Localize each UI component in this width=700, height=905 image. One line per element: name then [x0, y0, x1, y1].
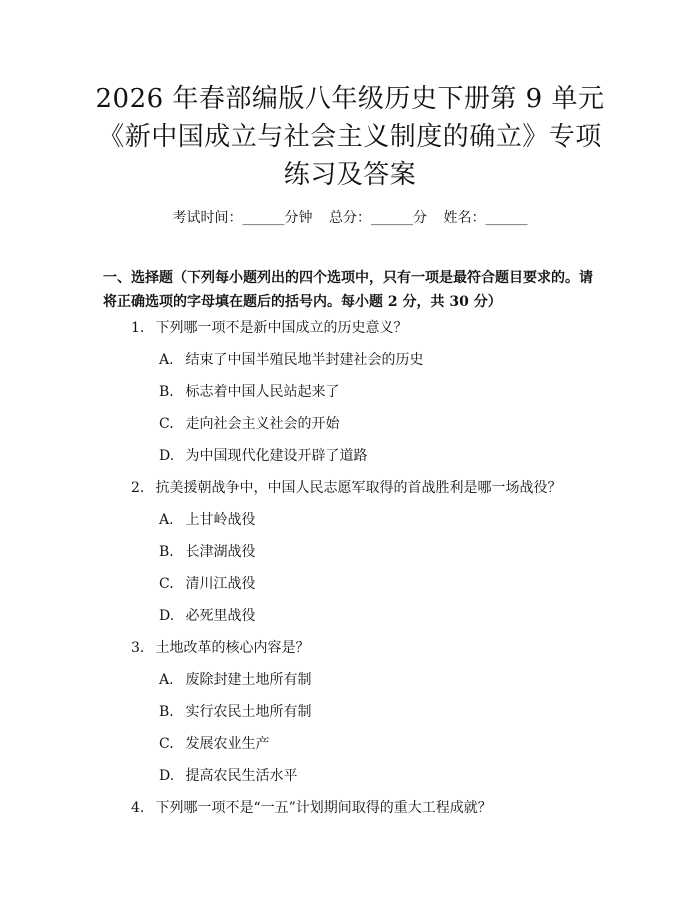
option-label: D. — [159, 608, 175, 624]
exam-time: 考试时间：______分钟 — [172, 210, 313, 226]
exam-meta — [0, 207, 700, 227]
option-1b — [159, 382, 339, 402]
option-label: C. — [159, 736, 174, 752]
option-label: A. — [159, 672, 174, 688]
option-2d — [159, 606, 255, 626]
option-1c — [159, 414, 339, 434]
title-line-3: 练习及答案 — [283, 160, 417, 190]
question-number: 4. — [131, 800, 145, 816]
exam-score: 总分：______分 — [329, 210, 427, 226]
question-text: 下列哪一项不是新中国成立的历史意义？ — [155, 320, 408, 336]
option-text: 走向社会主义社会的开始 — [185, 416, 340, 432]
option-label: A. — [159, 352, 174, 368]
option-label: B. — [159, 704, 174, 720]
question-number: 3. — [131, 640, 145, 656]
question-number: 2. — [131, 480, 145, 496]
option-label: A. — [159, 512, 174, 528]
option-3b — [159, 702, 311, 722]
option-3c — [159, 734, 269, 754]
question-text: 下列哪一项不是“一五”计划期间取得的重大工程成就？ — [155, 800, 492, 816]
question-2 — [131, 478, 561, 498]
option-text: 长津湖战役 — [185, 544, 256, 560]
option-label: C. — [159, 416, 174, 432]
option-text: 标志着中国人民站起来了 — [185, 384, 340, 400]
question-text: 土地改革的核心内容是？ — [155, 640, 310, 656]
section-heading: 一、选择题（下列每小题列出的四个选项中，只有一项是最符合题目要求的。请将正确选项的字母填在题后的括号内。每小题 2 分，共 30 分） — [103, 270, 593, 310]
question-1 — [131, 318, 407, 338]
option-text: 实行农民土地所有制 — [185, 704, 312, 720]
option-text: 废除封建土地所有制 — [185, 672, 312, 688]
option-2a — [159, 510, 255, 530]
option-text: 为中国现代化建设开辟了道路 — [185, 448, 368, 464]
option-2b — [159, 542, 255, 562]
option-text: 必死里战役 — [185, 608, 256, 624]
option-text: 上甘岭战役 — [185, 512, 256, 528]
option-2c — [159, 574, 255, 594]
question-number: 1. — [131, 320, 145, 336]
student-name: 姓名：______ — [443, 210, 528, 226]
question-4 — [131, 798, 492, 818]
option-text: 发展农业生产 — [185, 736, 270, 752]
option-label: B. — [159, 544, 174, 560]
option-text: 结束了中国半殖民地半封建社会的历史 — [185, 352, 424, 368]
option-3a — [159, 670, 311, 690]
option-1a — [159, 350, 423, 370]
title-line-2: 《新中国成立与社会主义制度的确立》专项 — [98, 122, 602, 152]
option-label: D. — [159, 448, 175, 464]
option-text: 清川江战役 — [185, 576, 256, 592]
document-title — [0, 80, 700, 194]
option-text: 提高农民生活水平 — [185, 768, 298, 784]
option-1d — [159, 446, 367, 466]
question-3 — [131, 638, 309, 658]
question-text: 抗美援朝战争中，中国人民志愿军取得的首战胜利是哪一场战役？ — [155, 480, 562, 496]
title-line-1: 2026 年春部编版八年级历史下册第 9 单元 — [95, 84, 605, 114]
option-label: B. — [159, 384, 174, 400]
option-3d — [159, 766, 297, 786]
option-label: D. — [159, 768, 175, 784]
option-label: C. — [159, 576, 174, 592]
